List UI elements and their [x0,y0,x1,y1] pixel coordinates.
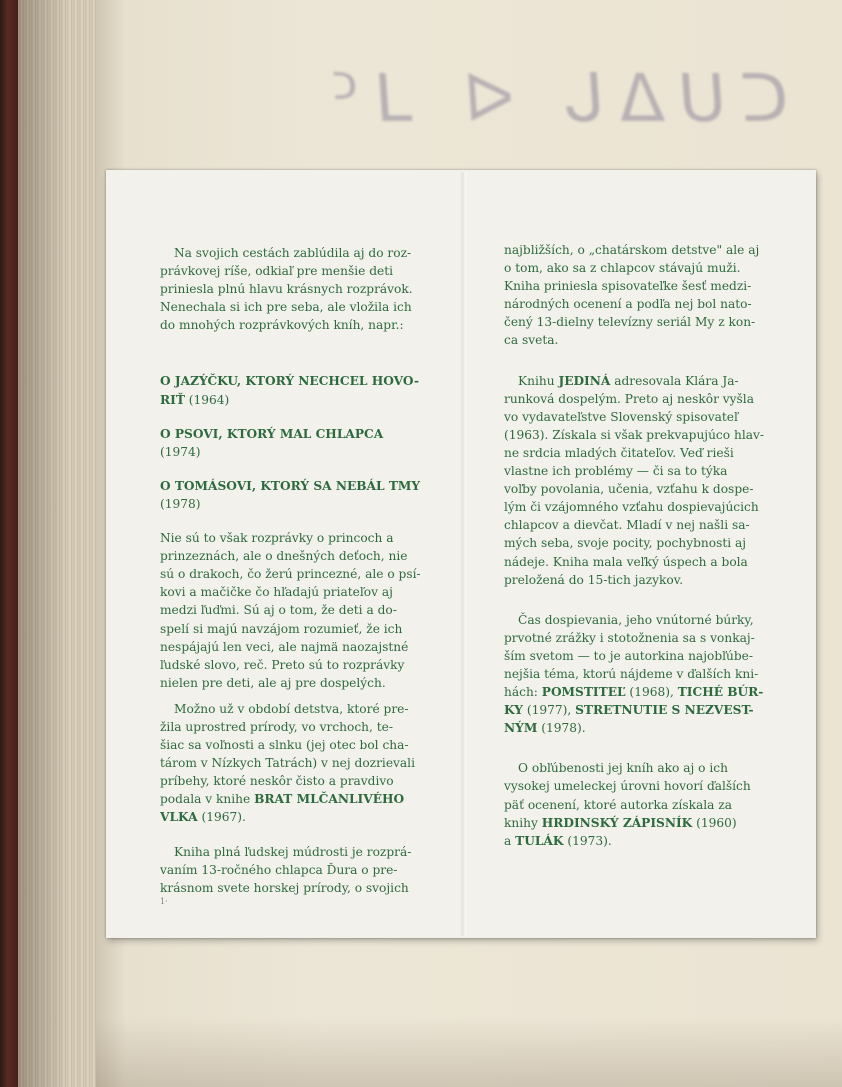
year-text: (1978) [160,496,201,511]
paragraph-childhood [160,700,428,827]
title-fragment: RIŤ [160,392,185,407]
text-line: právkovej ríše, odkiaľ pre menšie deti [160,264,394,279]
text-line: najbližších, o „chatárskom detstve" ale aj [504,243,760,257]
text-line: Čas dospievania, jeho vnútorné búrky, [518,612,754,627]
title-line: O JAZÝČKU, KTORÝ NECHCEL HOVO- [160,374,420,389]
year-text: (1974) [160,444,201,459]
text-line: Na svojich cestách zablúdila aj do roz- [174,246,412,260]
text-fragment: Knihu [518,373,559,388]
text-line: Možno už v období detstva, ktoré pre- [174,701,409,716]
title-line: O TOMÁSOVI, KTORÝ SA NEBÁL TMY [160,478,421,493]
paragraph-jedina [504,372,772,589]
text-fragment: a [504,833,516,848]
book-title: TICHÉ BÚR- [677,685,764,700]
year-text: (1977), [522,703,576,718]
year-text: (1973). [563,833,612,848]
text-line: runková dospelým. Preto aj neskôr vyšla [504,391,754,406]
paragraph-continuation [504,241,772,350]
book-spine [0,0,20,1087]
title-line: O PSOVI, KTORÝ MAL CHLAPCA [160,426,384,441]
year-text: (1968), [625,685,678,700]
year-text: (1964) [184,392,230,407]
right-column [504,241,772,850]
text-line: päť ocenení, ktoré autorka získala za [504,797,732,812]
year-text: (1960) [692,815,737,830]
text-line: nielen pre deti, ale aj pre dospelých. [160,675,386,690]
text-line: krásnom svete horskej prírody, o svojich [160,880,409,895]
book-title: POMSTITEĽ [541,685,626,700]
text-line: príbehy, ktoré neskôr čisto a pravdivo [160,774,394,789]
leaflet-fold [460,172,468,936]
year-text: (1967). [197,810,246,825]
text-line: prinzeznách, ale o dnešných deťoch, nie [160,549,408,564]
text-line: prvotné zrážky i stotožnenia sa s vonkaj- [504,630,755,645]
text-line: vaním 13-ročného chlapca Ďura o pre- [160,862,398,877]
text-line: nespájajú len veci, ale najmä naozajstné [160,639,409,654]
text-line: preložená do 15-tich jazykov. [504,572,684,587]
text-line: ca sveta. [504,333,559,348]
paragraph-wisdom [160,843,428,907]
paragraph-awards [504,759,772,849]
text-line: tárom v Nízkych Tatrách) v nej dozrievali [160,756,415,771]
text-line: Kniha priniesla spisovateľke šesť medzi- [504,279,752,294]
book-title: VLKA [160,810,198,825]
paragraph-adolescence [504,611,772,738]
text-line: vlastne ich problémy — či sa to týka [504,464,728,479]
text-line: národných ocenení a podľa nej bol nato- [504,297,752,312]
book-title-1 [160,372,428,408]
text-line: sú o drakoch, čo žerú princezné, ale o psí- [160,567,421,582]
text-line: spelí si majú navzájom rozumieť, že ich [160,621,403,636]
text-line: o tom, ako sa z chlapcov stávajú muži. [504,261,741,276]
year-text: (1978). [537,721,586,736]
text-line: šiac sa voľnosti a slnku (jej otec bol cha- [160,738,409,753]
text-fragment: podala v knihe [160,792,255,807]
text-line: ľudské slovo, reč. Preto sú to rozprávky [160,657,405,672]
bleed-through-handwriting: ᑕᑌᐃᒐ ᐊ ᒧᑦ [315,60,792,137]
text-line: do mnohých rozprávkových kníh, napr.: [160,318,404,333]
stray-mark: 1· [160,896,168,906]
text-fragment: adresovala Klára Ja- [610,373,739,388]
text-line: vysokej umeleckej úrovni hovorí ďalších [504,779,751,794]
text-line: vo vydavateľstve Slovenský spisovateľ [504,409,738,424]
book-title: NÝM [504,721,538,736]
book-title: TULÁK [515,833,564,848]
text-line: čený 13-dielny televízny seriál My z kon- [504,315,756,330]
book-title: KY [504,703,523,718]
book-title: STRETNUTIE S NEZVEST- [575,703,754,718]
book-title: HRDINSKÝ ZÁPISNÍK [541,815,693,830]
book-title-2 [160,425,428,461]
text-line: chlapcov a dievčat. Mladí v nej našli sa- [504,518,750,533]
text-line: O obľúbenosti jej kníh ako aj o ich [518,761,728,776]
paragraph-fairy-tales [160,529,428,692]
text-line: (1963). Získala si však prekvapujúco hlav- [504,427,764,442]
text-line: mých seba, svoje pocity, pochybnosti aj [504,536,747,551]
text-line: nejšia téma, ktorú nájdeme v ďalších kni- [504,666,759,681]
text-line: ne srdcia mladých čitateľov. Veď rieši [504,445,734,460]
text-fragment: hách: [504,685,542,700]
text-fragment: knihy [504,815,542,830]
page-shadow [96,1017,842,1087]
intro-paragraph [160,244,428,334]
text-line: voľby povolania, učenia, vzťahu k dospe- [504,482,754,497]
text-line: lým či vzájomného vzťahu dospievajúcich [504,500,759,515]
text-line: Kniha plná ľudskej múdrosti je rozprá- [174,844,412,859]
text-line: nádeje. Kniha mala veľký úspech a bola [504,554,748,569]
text-line: Nenechala si ich pre seba, ale vložila ich [160,300,412,315]
book-title: JEDINÁ [558,373,611,388]
book-title-3 [160,477,428,513]
text-line: žila uprostred prírody, vo vrchoch, te- [160,719,394,734]
text-line: Nie sú to však rozprávky o princoch a [160,531,394,546]
text-line: kovi a mačičke čo hľadajú priateľov aj [160,585,393,600]
left-column [160,244,428,907]
text-line: ším svetom — to je autorkina najobľúbe- [504,648,753,663]
page-edges [18,0,102,1087]
text-line: priniesla plnú hlavu krásnych rozprávok. [160,282,413,297]
text-line: medzi ľuďmi. Sú aj o tom, že deti a do- [160,603,397,618]
book-title: BRAT MLČANLIVÉHO [254,792,405,807]
